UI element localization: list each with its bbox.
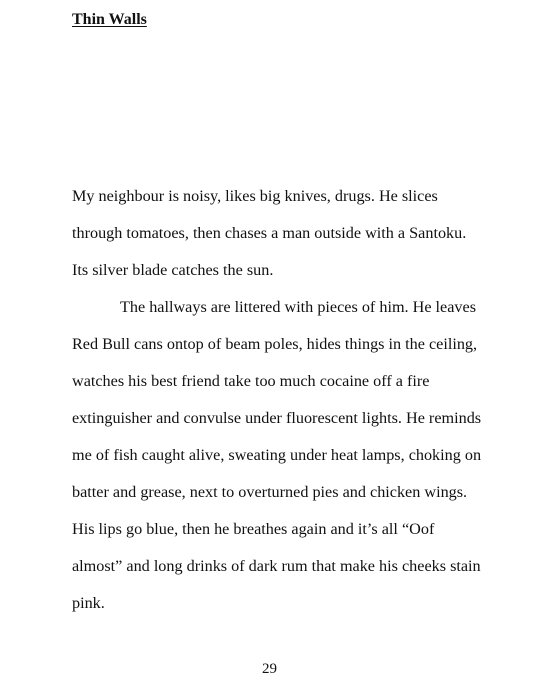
body-line: My neighbour is noisy, likes big knives, drugs. He slices xyxy=(72,187,438,205)
body-line: watches his best friend take too much cocaine off a fire xyxy=(72,372,430,390)
body-line: through tomatoes, then chases a man outside with a Santoku. xyxy=(72,224,467,242)
body-line: His lips go blue, then he breathes again and it’s all “Oof xyxy=(72,520,435,538)
body-line: pink. xyxy=(72,594,105,612)
body-line: batter and grease, next to overturned pies and chicken wings. xyxy=(72,483,468,501)
body-line: me of fish caught alive, sweating under heat lamps, choking on xyxy=(72,446,482,464)
page-number: 29 xyxy=(262,661,277,677)
body-line: almost” and long drinks of dark rum that make his cheeks stain xyxy=(72,557,481,575)
body-line: Its silver blade catches the sun. xyxy=(72,261,274,279)
page-title: Thin Walls xyxy=(72,11,147,28)
body-line: extinguisher and convulse under fluorescent lights. He reminds xyxy=(72,409,482,427)
body-line: Red Bull cans ontop of beam poles, hides things in the ceiling, xyxy=(72,335,478,353)
body-line: The hallways are littered with pieces of him. He leaves xyxy=(120,298,476,316)
